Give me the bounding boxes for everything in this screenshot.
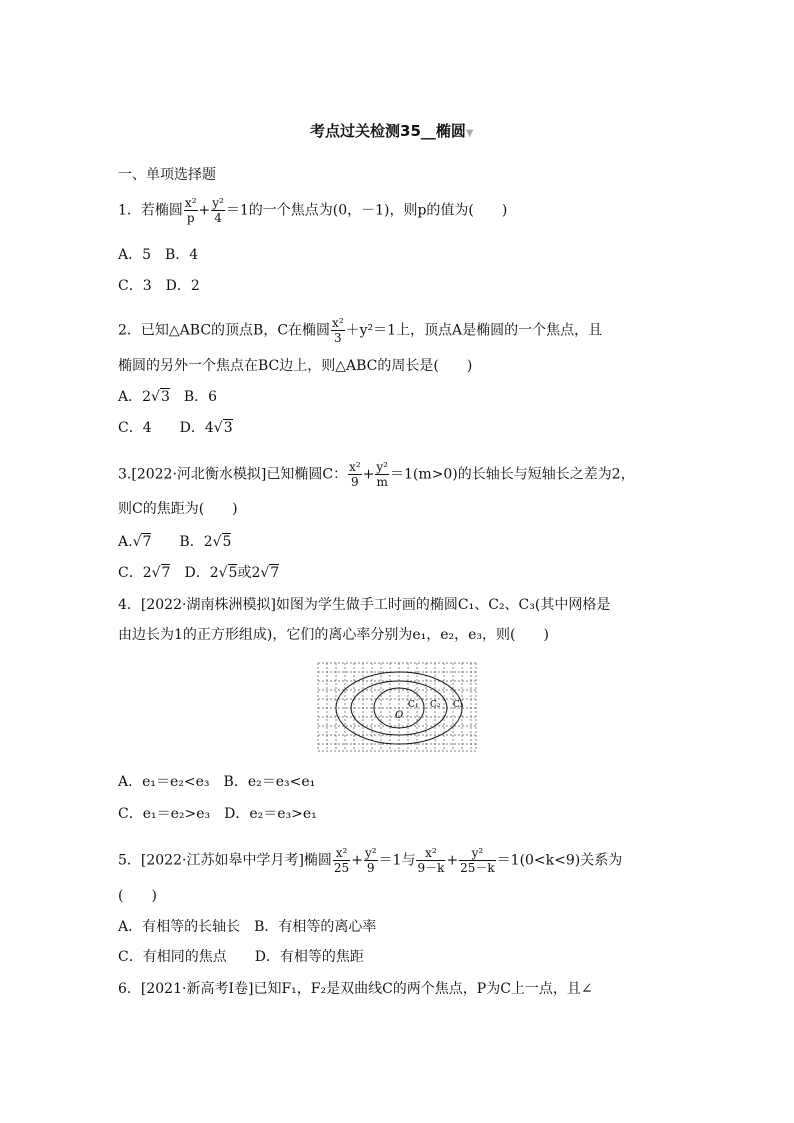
ellipse-grid-figure	[316, 661, 478, 753]
question-5: 5．[2022·江苏如皋中学月考]椭圆 $\frac{\text{x²}}{25}$ + $\frac{\text{y²}}{9}$ ＝1与 $\frac{\text{x²}}{9-k}$ + $\frac{\text{y²}}{25-k}$ ＝1(0<k<9)关系为	[118, 846, 623, 875]
question-2-line-2: 椭圆的另外一个焦点在BC边上，则△ABC的周长是( )	[118, 358, 473, 374]
question-3-options-cd: C．2√7 D．2√5或2√7	[118, 565, 280, 581]
question-1-options-cd: C．3 D．2	[118, 278, 200, 294]
question-4-options-ab: A．e₁＝e₂<e₃ B．e₂＝e₃<e₁	[118, 774, 316, 790]
question-3: 3.[2022·河北衡水模拟]已知椭圆C： $\frac{\text{x²}}{9}$ + $\frac{\text{y²}}{m}$ ＝1(m>0)的长轴长与短轴长之差为2，	[118, 460, 635, 489]
question-5-options-cd: C．有相同的焦点 D．有相等的焦距	[118, 949, 364, 965]
question-1-options-ab: A．5 B．4	[118, 247, 199, 263]
question-4-options-cd: C．e₁＝e₂>e₃ D．e₂＝e₃>e₁	[118, 806, 317, 822]
question-3-options-ab: A.√7 B．2√5	[118, 534, 232, 550]
label-c2: C₂	[430, 700, 441, 710]
label-c3: C₃	[453, 700, 464, 710]
question-6-line-1: 6．[2021·新高考Ⅰ卷]已知F₁，F₂是双曲线C的两个焦点，P为C上一点，且∠	[118, 981, 593, 997]
question-3-line-2: 则C的焦距为( )	[118, 501, 238, 517]
question-5-line-2: ( )	[118, 888, 157, 904]
page-title: 考点过关检测35__椭圆▼	[310, 122, 474, 140]
question-4-line-1: 4．[2022·湖南株洲模拟]如图为学生做手工时画的椭圆C₁、C₂、C₃(其中网格是	[118, 597, 611, 613]
label-c1: C₁	[408, 700, 419, 710]
question-1: 1．若椭圆 $\frac{\text{x²}}{p}$ + $\frac{\text{y²}}{4}$ ＝1的一个焦点为(0，－1)，则p的值为( )	[118, 196, 508, 225]
question-2-options-ab: A．2√3 B．6	[118, 389, 218, 405]
section-heading: 一、单项选择题	[118, 167, 216, 183]
question-5-options-ab: A．有相等的长轴长 B．有相等的离心率	[118, 919, 377, 935]
question-2-options-cd: C．4 D．4√3	[118, 420, 233, 436]
question-4-line-2: 由边长为1的正方形组成)，它们的离心率分别为e₁，e₂，e₃，则( )	[118, 627, 549, 643]
origin-label: O	[395, 710, 404, 721]
question-2: 2．已知△ABC的顶点B，C在椭圆 $\frac{\text{x²}}{3}$ ＋y²＝1上，顶点A是椭圆的一个焦点，且	[118, 316, 603, 345]
dropdown-marker-icon[interactable]: ▼	[465, 128, 474, 139]
